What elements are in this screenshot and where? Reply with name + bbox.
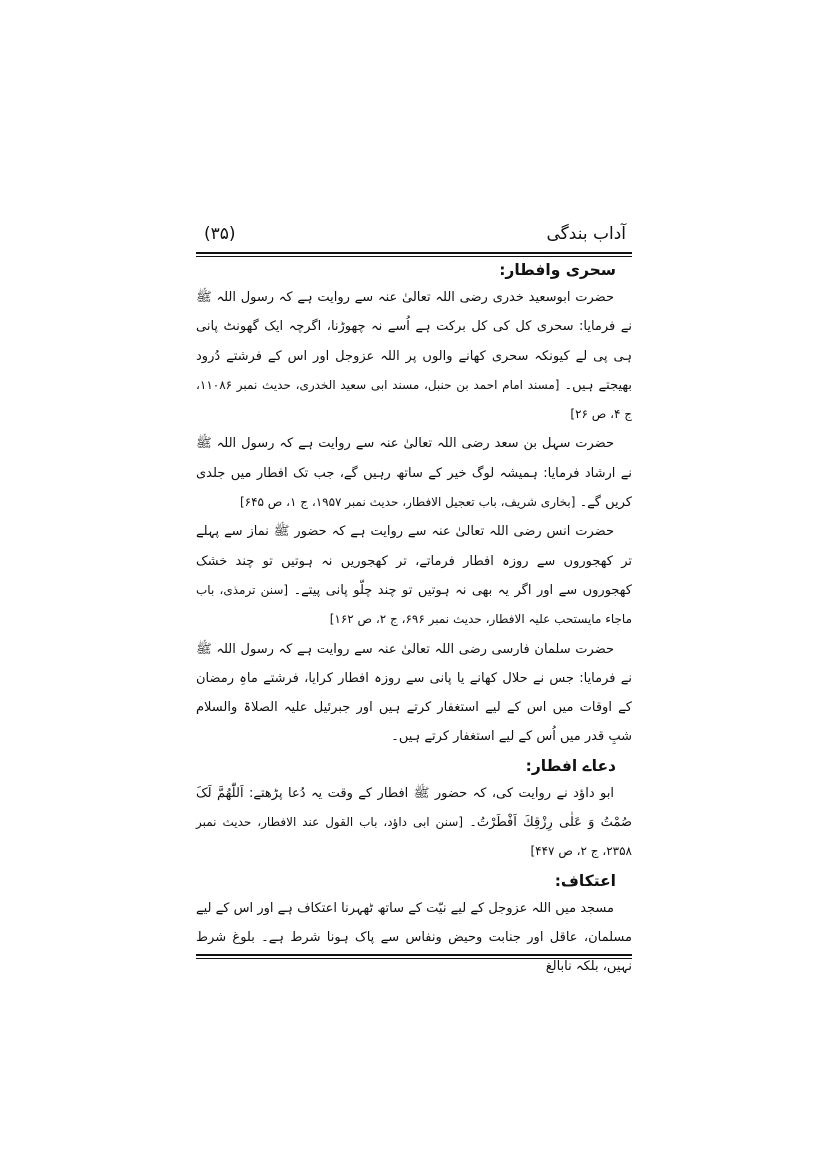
hadith-text: حضرت انس رضی اللہ تعالیٰ عنہ سے روایت ہے کہ حضور ﷺ نماز سے پہلے تر کھجوروں سے روزہ افطار فرماتے، تر کھجوریں نہ ہوتیں تو چند خشک کھجوروں سے اور اگر یہ بھی نہ ہوتیں تو چند چلّو پانی پیتے۔ [196,524,632,598]
heading-sehri-iftar: سحری وافطار: [499,261,616,279]
hadith-paragraph-4 [196,635,632,752]
footer-divider [196,954,632,959]
hadith-reference: [بخاری شریف، باب تعجیل الافطار، حدیث نمبر ۱۹۵۷، ج ۱، ص ۶۴۵] [239,495,576,510]
heading-itikaf: اعتکاف: [554,871,616,890]
page-number: (۳۵) [204,224,236,244]
book-title: آداب بندگی [546,224,626,244]
page-body [196,256,633,975]
hadith-reference: [مسند امام احمد بن حنبل، مسند ابی سعید الخدری، حدیث نمبر ۱۱۰۸۶، ج ۴، ص ۲۶] [196,377,632,422]
dua-intro-text: ابو داؤد نے روایت کی، کہ حضور ﷺ افطار کے وقت یہ دُعا پڑھتے: [249,785,614,801]
itikaf-paragraph [196,894,632,982]
hadith-text: حضرت سلمان فارسی رضی اللہ تعالیٰ عنہ سے روایت ہے کہ رسول اللہ ﷺ نے فرمایا: جس نے حلال کھانے یا پانی سے روزہ افطار کرایا، فرشتے ماہِ رمضان کے اوقات میں اس کے لیے استغفار کرتے ہیں اور جبرئیل علیہ الصلاۃ والسلام شبِ قدر میں اُس کے لیے استغفار کرتے ہیں۔ [196,641,632,745]
hadith-reference: [سنن ترمذی، باب ماجاء مایستحب علیہ الافطار، حدیث نمبر ۶۹۶، ج ۲، ص ۱۶۲] [196,582,632,627]
hadith-paragraph-1 [196,283,632,429]
heading-dua-iftar: دعاے افطار: [525,756,616,775]
arabic-dua-text: اَللّٰھُمَّ لَکَ صُمْتُ وَ عَلٰی رِزْقِكَ اَفْطَرْتُ۔ [196,785,632,831]
dua-paragraph [196,779,632,867]
itikaf-text: مسجد میں اللہ عزوجل کے لیے نیّت کے ساتھ ٹھہرنا اعتکاف ہے اور اس کے لیے مسلمان، عاقل اور جنابت وحیض ونفاس سے پاک ہونا شرط ہے۔ بلوغ شرط نہیں، بلکہ نابالغ [196,900,632,975]
hadith-paragraph-3 [196,517,632,634]
hadith-paragraph-2 [196,429,632,517]
hadith-reference: [سنن ابی داؤد، باب القول عند الافطار، حدیث نمبر ۲۳۵۸، ج ۲، ص ۴۴۷] [196,815,632,859]
hadith-text: حضرت ابوسعید خدری رضی اللہ تعالیٰ عنہ سے روایت ہے کہ رسول اللہ ﷺ نے فرمایا: سحری کل کی کل برکت ہے اُسے نہ چھوڑنا، اگرچہ ایک گھونٹ پانی ہی پی لے کیونکہ سحری کھانے والوں پر اللہ عزوجل اور اس کے فرشتے دُرود بھیجتے ہیں۔ [196,290,633,393]
page-header [196,222,632,252]
hadith-text: حضرت سہل بن سعد رضی اللہ تعالیٰ عنہ سے روایت ہے کہ رسول اللہ ﷺ نے ارشاد فرمایا: ہمیشہ لوگ خیر کے ساتھ رہیں گے، جب تک افطار میں جلدی کریں گے۔ [196,436,632,511]
